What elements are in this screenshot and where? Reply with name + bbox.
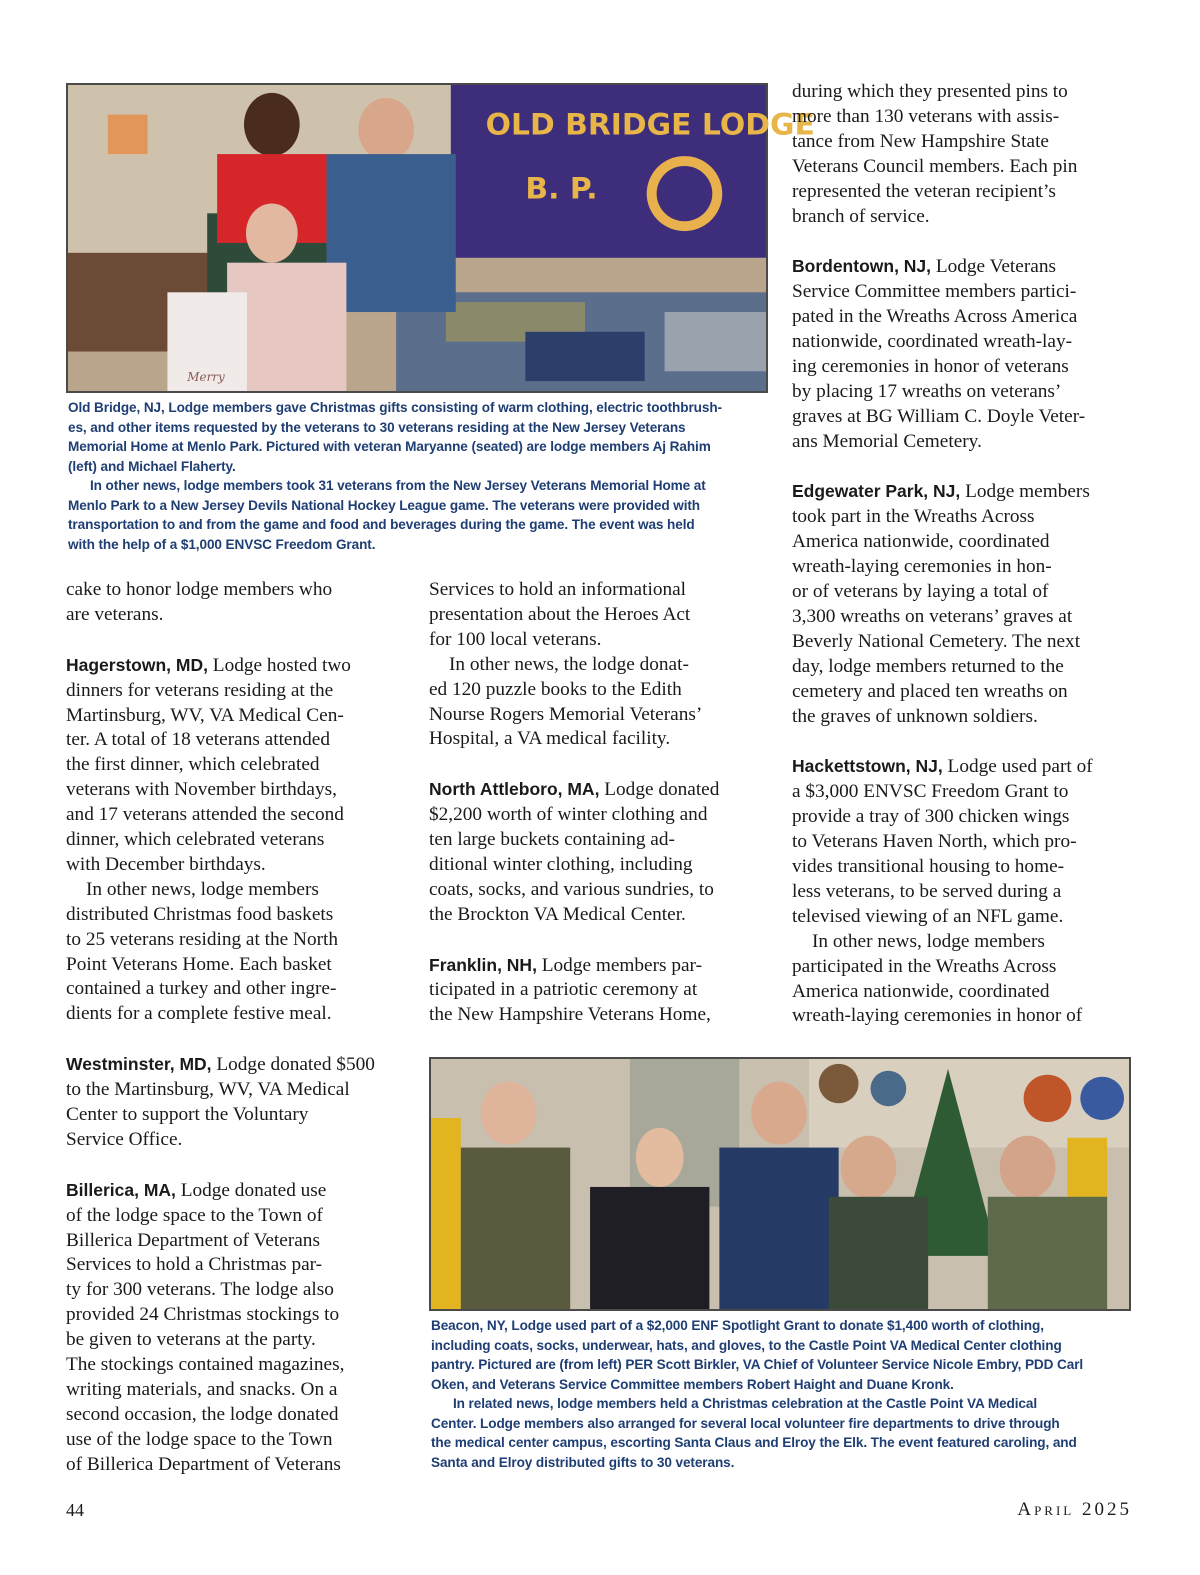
westminster-paragraph: Westminster, MD, Lodge donated $500 bbox=[66, 1054, 375, 1076]
place-heading: Hagerstown, MD, bbox=[66, 654, 208, 675]
bordentown-paragraph: Bordentown, NJ, Lodge Veterans bbox=[792, 256, 1056, 278]
caption-place: Beacon, NY, bbox=[431, 1318, 508, 1333]
column-2: Services to hold an informational presentation about the Heroes Act for 100 local veterans. In other news, the lodge donat- ed 120 puzzle books to the Edith Nourse Rogers Memorial Veterans’ Hospital, a VA medical facility. North Attleboro, MA, Lodge donated $2,200 worth of winter clothing and ten large buckets containing ad- ditional winter clothing, including coats, socks, and various sundries, to the Brockton VA Medical Center. Franklin, NH, Lodge members par- ticipated in a patriotic ceremony at the New Hampshire Veterans Home, bbox=[429, 578, 774, 1028]
issue-date: April 2025 bbox=[1017, 1499, 1132, 1520]
column-1: cake to honor lodge members who are veterans. Hagerstown, MD, Lodge hosted two dinners for veterans residing at the Martinsburg, WV, VA Medical Cen- ter. A total of 18 veterans attended the first dinner, which celebrated veterans with November birthdays, and 17 veterans attended the second dinner, which celebrated veterans with December birthdays. In other news, lodge members distributed Christmas food baskets to 25 veterans residing at the North Point Veterans Home. Each basket contained a turkey and other ingre- dients for a complete festive meal. Westminster, MD, Lodge donated $500 to the Martinsburg, WV, VA Medical Center to support the Voluntary Service Office. Billerica, MA, Lodge donated use of the lodge space to the Town of Billerica Department of Veterans Services to hold a Christmas par- ty for 300 veterans. The lodge also provided 24 Christmas stockings to be given to veterans at the party. The stockings contained magazines, writing materials, and snacks. On a second occasion, the lodge donated use of the lodge space to the Town of Billerica Department of Veterans bbox=[66, 578, 411, 1478]
place-heading: North Attleboro, MA, bbox=[429, 779, 600, 800]
column-3: during which they presented pins to more than 130 veterans with assis- tance from New Hampshire State Veterans Council members. Each pin represented the veteran recipient’s branch of service. Bordentown, NJ, Lodge Veterans Service Committee members partici- pated in the Wreaths Across America nationwide, coordinated wreath-lay- ing ceremonies in honor of veterans by placing 17 wreaths on veterans’ graves at BG William C. Doyle Veter- ans Memorial Cemetery. Edgewater Park, NJ, Lodge members took part in the Wreaths Across America nationwide, coordinated wreath-laying ceremonies in hon- or of veterans by laying a total of 3,300 wreaths on veterans’ graves at Beverly National Cemetery. The next day, lodge members returned to the cemetery and placed ten wreaths on the graves of unknown soldiers. Hackettstown, NJ, Lodge used part of a $3,000 ENVSC Freedom Grant to provide a tray of 300 chicken wings to Veterans Haven North, which pro- vides transitional housing to home- less veterans, to be served during a televised viewing of an NFL game. In other news, lodge members participated in the Wreaths Across America nationwide, coordinated wreath-laying ceremonies in honor of bbox=[792, 80, 1137, 1029]
edgewater-park-paragraph: Edgewater Park, NJ, Lodge members bbox=[792, 481, 1090, 503]
hackettstown-paragraph: Hackettstown, NJ, Lodge used part of bbox=[792, 756, 1093, 778]
banner-text-2: B. P. bbox=[525, 171, 598, 207]
franklin-paragraph: Franklin, NH, Lodge members par- bbox=[429, 954, 702, 976]
page-number: 44 bbox=[66, 1500, 84, 1520]
gift-bag-text: Merry bbox=[187, 370, 225, 385]
beacon-caption: Beacon, NY, Lodge used part of a $2,000 ENF Spotlight Grant to donate $1,400 worth of clothing, including coats, socks, underwear, hats, and gloves, to the Castle Point VA Medical Center clothing pantry. Pictured are (from left) PER Scott Birkler, VA Chief of Volunteer Service Nicole Embry, PDD Carl Oken, and Veterans Service Committee members Robert Haight and Duane Kronk. In related news, lodge members held a Christmas celebration at the Castle Point VA Medical Center. Lodge members also arranged for several local volunteer fire departments to drive through the medical center campus, escorting Santa Claus and Elroy the Elk. The event featured caroling, and Santa and Elroy distributed gifts to 30 veterans. bbox=[431, 1318, 1084, 1470]
place-heading: Bordentown, NJ, bbox=[792, 256, 932, 277]
billerica-paragraph: Billerica, MA, Lodge donated use bbox=[66, 1179, 327, 1201]
old-bridge-photo bbox=[66, 83, 815, 393]
north-attleboro-paragraph: North Attleboro, MA, Lodge donated bbox=[429, 779, 720, 801]
place-heading: Franklin, NH, bbox=[429, 954, 537, 975]
old-bridge-caption: Old Bridge, NJ, Lodge members gave Christmas gifts consisting of warm clothing, electric toothbrush- es, and other items requested by the veterans to 30 veterans residing at the New Jersey Veterans Memorial Home at Menlo Park. Pictured with veteran Maryanne (seated) are lodge members Aj Rahim (left) and Michael Flaherty. In other news, lodge members took 31 veterans from the New Jersey Veterans Memorial Home at Menlo Park to a New Jersey Devils National Hockey League game. The veterans were provided with transportation to and from the game and food and beverages during the game. The event was held with the help of a $1,000 ENVSC Freedom Grant. bbox=[68, 400, 722, 552]
caption-place: Old Bridge, NJ, bbox=[68, 400, 165, 415]
beacon-photo bbox=[429, 1057, 1131, 1311]
place-heading: Westminster, MD, bbox=[66, 1054, 212, 1075]
place-heading: Billerica, MA, bbox=[66, 1179, 176, 1200]
place-heading: Hackettstown, NJ, bbox=[792, 756, 943, 777]
hagerstown-paragraph: Hagerstown, MD, Lodge hosted two bbox=[66, 654, 351, 676]
banner-text-1: OLD BRIDGE LODGE bbox=[485, 107, 815, 143]
place-heading: Edgewater Park, NJ, bbox=[792, 481, 961, 502]
